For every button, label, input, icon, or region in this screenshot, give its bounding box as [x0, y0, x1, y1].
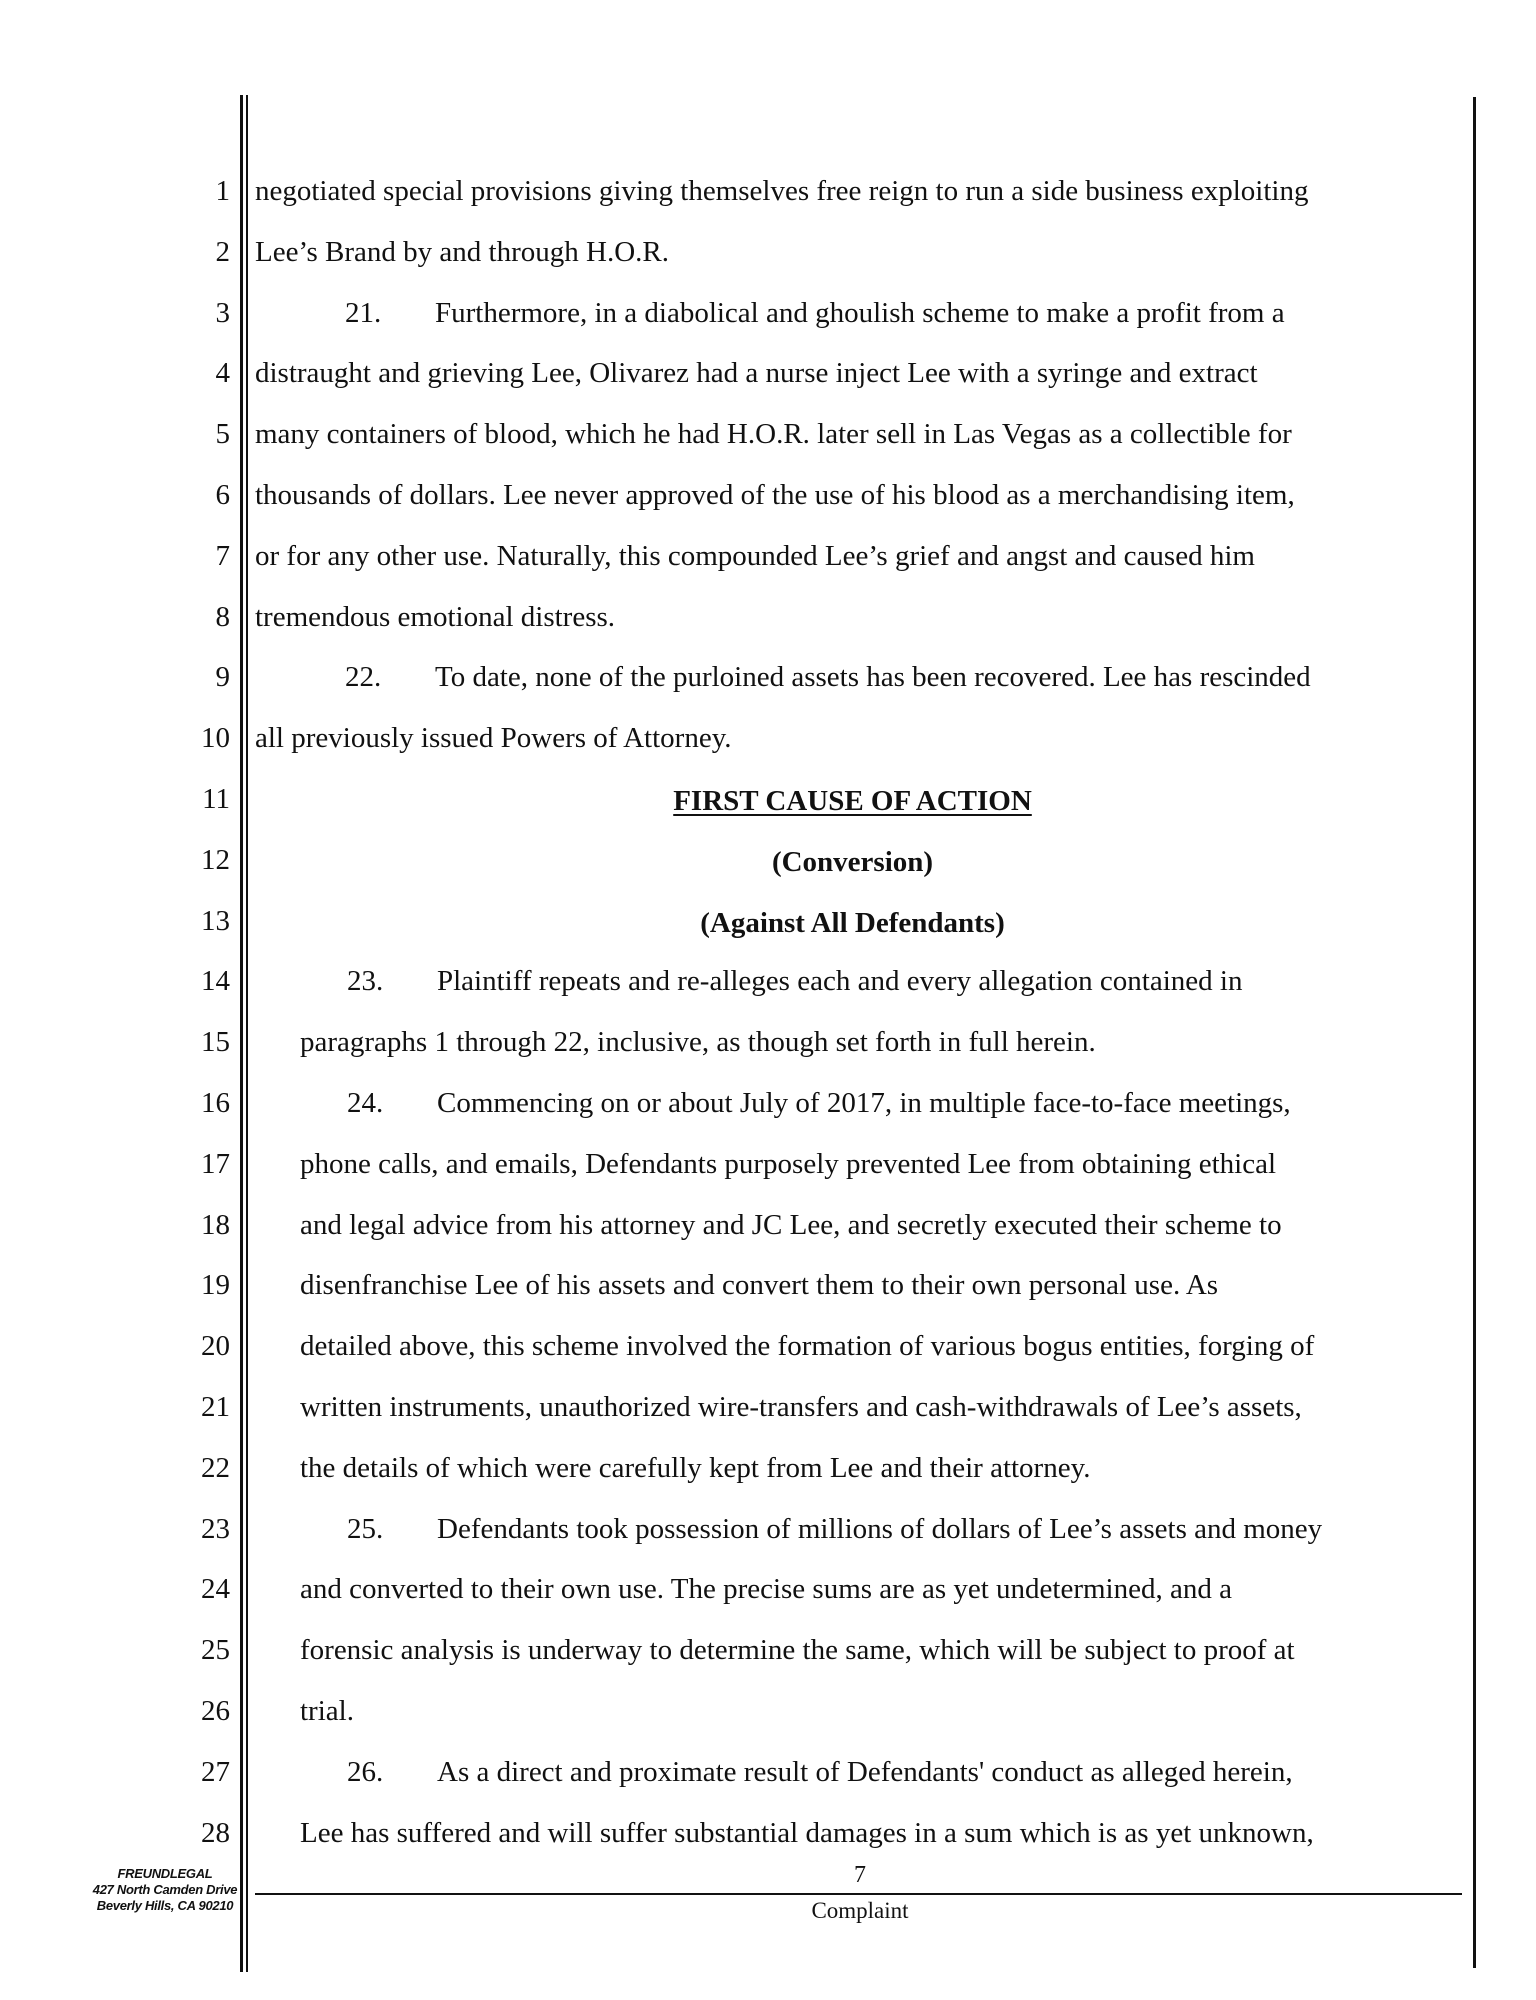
body-line — [300, 1265, 1218, 1305]
body-line — [255, 232, 669, 272]
line-text: Defendants took possession of millions of dollars of Lee’s assets and money — [437, 1512, 1323, 1545]
line-number: 7 — [215, 539, 230, 572]
line-text: paragraphs 1 through 22, inclusive, as though set forth in full herein. — [300, 1026, 1096, 1059]
body-line — [347, 1509, 1322, 1549]
line-text: Plaintiff repeats and re-alleges each and every allegation contained in — [437, 965, 1243, 998]
line-text: phone calls, and emails, Defendants purposely prevented Lee from obtaining ethical — [300, 1147, 1277, 1180]
body-line — [347, 1083, 1291, 1123]
body-line — [300, 1630, 1295, 1670]
body-line — [255, 475, 1295, 515]
firm-block — [70, 1866, 260, 1914]
line-number: 4 — [215, 357, 230, 390]
line-number: 9 — [215, 661, 230, 694]
line-number: 19 — [201, 1269, 230, 1302]
paragraph-number: 21. — [345, 296, 382, 329]
line-text: distraught and grieving Lee, Olivarez had a nurse inject Lee with a syringe and extract — [255, 357, 1258, 390]
paragraph-number: 24. — [347, 1087, 384, 1119]
line-text: disenfranchise Lee of his assets and convert them to their own personal use. As — [300, 1269, 1219, 1302]
line-number: 23 — [201, 1512, 230, 1545]
body-line — [255, 353, 1258, 393]
line-number: 20 — [201, 1330, 230, 1363]
line-text: forensic analysis is underway to determine the same, which will be subject to proof at — [300, 1634, 1295, 1667]
body-line — [300, 1387, 1302, 1427]
line-number: 24 — [201, 1573, 230, 1606]
body-line — [300, 1813, 1314, 1853]
line-text: Furthermore, in a diabolical and ghoulish scheme to make a profit from a — [435, 296, 1285, 329]
line-text: To date, none of the purloined assets has been recovered. Lee has rescinded — [435, 661, 1311, 694]
line-number: 2 — [215, 235, 230, 268]
line-number: 15 — [201, 1026, 230, 1059]
line-text: written instruments, unauthorized wire-transfers and cash-withdrawals of Lee’s assets, — [300, 1391, 1302, 1423]
line-text: As a direct and proximate result of Defendants' conduct as alleged herein, — [437, 1755, 1293, 1788]
line-number: 6 — [215, 479, 230, 511]
line-number: 1 — [215, 175, 230, 207]
firm-address-line-1: 427 North Camden Drive — [92, 1882, 238, 1897]
line-number: 25 — [201, 1634, 230, 1667]
body-line — [300, 1022, 1096, 1062]
line-text: all previously issued Powers of Attorney. — [255, 722, 732, 755]
paragraph-number: 25. — [347, 1512, 384, 1545]
line-number: 8 — [215, 600, 230, 633]
line-text: and converted to their own use. The precise sums are as yet undetermined, and a — [300, 1573, 1232, 1606]
line-text: Commencing on or about July of 2017, in multiple face-to-face meetings, — [437, 1087, 1291, 1119]
body-line — [300, 1144, 1276, 1184]
body-line — [255, 718, 732, 758]
line-number: 11 — [202, 783, 230, 815]
left-margin-rule-outer — [240, 95, 243, 1972]
footer-rule — [255, 1893, 1462, 1895]
body-line — [255, 171, 1308, 211]
cause-of-action-against: (Against All Defendants) — [700, 907, 1005, 939]
body-line — [255, 536, 1255, 576]
cause-of-action-title: FIRST CAUSE OF ACTION — [673, 785, 1032, 817]
body-line — [300, 1691, 354, 1731]
line-text: negotiated special provisions giving themselves free reign to run a side business exploiting — [255, 175, 1309, 207]
firm-address-line-2: Beverly Hills, CA 90210 — [96, 1898, 234, 1913]
page-number: 7 — [854, 1862, 866, 1888]
line-number: 28 — [201, 1816, 230, 1849]
line-text: Lee has suffered and will suffer substantial damages in a sum which is as yet unknown, — [300, 1816, 1314, 1849]
line-number: 10 — [201, 722, 230, 755]
body-line — [345, 657, 1311, 697]
line-number: 27 — [201, 1755, 230, 1788]
body-line — [347, 961, 1242, 1001]
firm-name: FREUNDLEGAL — [117, 1866, 213, 1881]
paragraph-number: 22. — [345, 661, 382, 694]
line-number: 22 — [201, 1451, 230, 1484]
right-margin-rule — [1473, 97, 1476, 1968]
body-line — [255, 414, 1292, 454]
line-text: or for any other use. Naturally, this compounded Lee’s grief and angst and caused him — [255, 539, 1255, 572]
body-line — [347, 1752, 1293, 1792]
body-line — [300, 1569, 1232, 1609]
line-number: 26 — [201, 1695, 230, 1727]
paragraph-number: 23. — [347, 965, 384, 998]
line-text: many containers of blood, which he had H.O.R. later sell in Las Vegas as a collectible for — [255, 418, 1292, 451]
body-line — [300, 1448, 1090, 1488]
line-number: 17 — [201, 1147, 230, 1180]
line-number: 5 — [215, 418, 230, 451]
line-number: 16 — [201, 1087, 230, 1119]
paragraph-number: 26. — [347, 1755, 384, 1788]
body-line — [300, 1205, 1282, 1245]
line-number: 3 — [215, 296, 230, 329]
body-line — [300, 1326, 1314, 1366]
line-text: and legal advice from his attorney and JC Lee, and secretly executed their scheme to — [300, 1208, 1282, 1241]
left-margin-rule-inner — [246, 95, 248, 1972]
line-text: detailed above, this scheme involved the formation of various bogus entities, forging of — [300, 1330, 1315, 1363]
body-line — [345, 293, 1285, 333]
line-number: 18 — [201, 1208, 230, 1241]
line-number: 12 — [201, 843, 230, 876]
cause-of-action-subtitle: (Conversion) — [771, 846, 934, 878]
body-line — [255, 597, 615, 637]
line-text: tremendous emotional distress. — [255, 600, 616, 633]
line-text: trial. — [300, 1695, 354, 1727]
document-title: Complaint — [811, 1898, 909, 1923]
line-text: the details of which were carefully kept from Lee and their attorney. — [300, 1451, 1091, 1484]
line-number: 21 — [201, 1391, 230, 1423]
line-number: 14 — [201, 965, 230, 998]
line-number: 13 — [201, 904, 230, 937]
line-text: Lee’s Brand by and through H.O.R. — [255, 235, 669, 268]
line-text: thousands of dollars. Lee never approved of the use of his blood as a merchandising item, — [255, 479, 1295, 511]
